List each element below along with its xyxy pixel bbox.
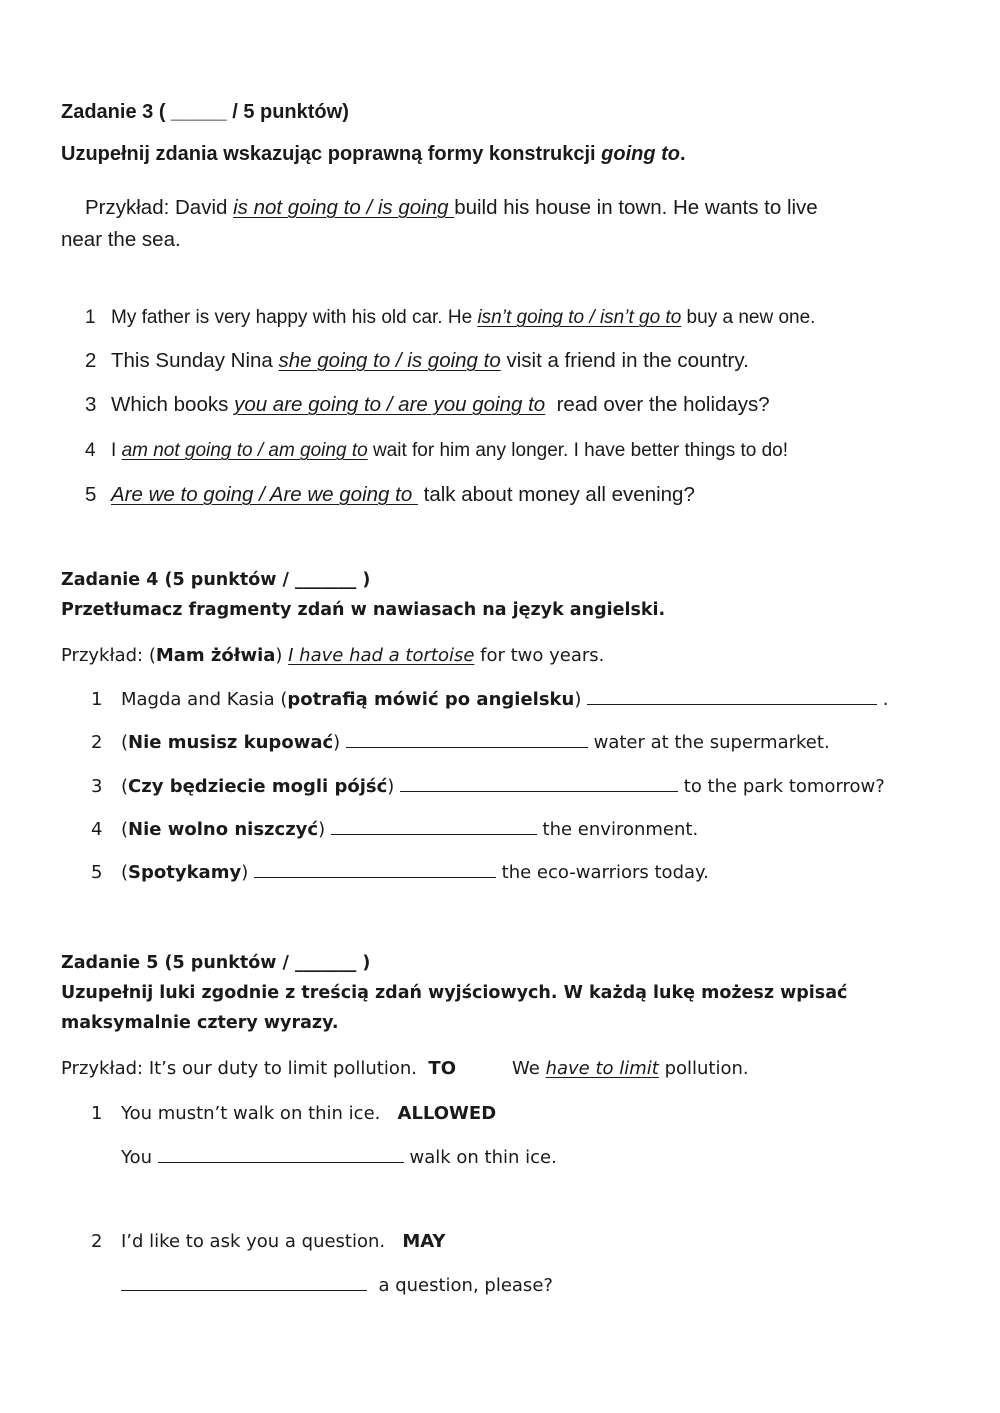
item-options[interactable]: Are we to going / Are we going to: [111, 483, 418, 506]
example-keyword: TO: [428, 1058, 457, 1079]
item-text: Which books: [111, 393, 235, 416]
task4-item: [91, 776, 885, 797]
item-bracket: ): [574, 689, 588, 710]
item-keyword: ALLOWED: [397, 1103, 497, 1124]
task5-instruction-line2: maksymalnie cztery wyrazy.: [61, 1013, 339, 1033]
item-number: 1: [91, 689, 103, 710]
task4-item: [91, 732, 830, 753]
example-polish: Mam żółwia: [155, 645, 276, 666]
task3-example-options: is not going to / is going: [233, 196, 455, 219]
example-sentence: Przykład: It’s our duty to limit pollution.: [61, 1058, 429, 1079]
item-sentence: You mustn’t walk on thin ice.: [121, 1103, 398, 1124]
item-text: Magda and Kasia (: [121, 689, 288, 710]
task3-instruction: [61, 143, 686, 166]
answer-blank[interactable]: [158, 1161, 404, 1163]
answer-blank[interactable]: [587, 703, 877, 705]
task5-item-gap: [121, 1275, 553, 1296]
item-options[interactable]: you are going to / are you going to: [234, 393, 546, 416]
answer-blank[interactable]: [331, 833, 537, 835]
item-text-end: visit a friend in the country.: [500, 349, 749, 372]
task5-item-gap: [121, 1147, 557, 1168]
item-bracket: ): [241, 862, 254, 883]
example-answer: have to limit: [545, 1058, 659, 1079]
gap-rest: walk on thin ice.: [403, 1147, 557, 1168]
task3-instruction-emphasis: going to: [601, 143, 680, 165]
item-polish: Nie musisz kupować: [128, 732, 334, 753]
item-number: 5: [85, 483, 97, 506]
item-text-end: .: [877, 689, 889, 710]
gap-lead: You: [121, 1147, 158, 1168]
task3-example: [85, 196, 818, 220]
item-text-end: talk about money all evening?: [417, 483, 695, 506]
item-polish: Nie wolno niszczyć: [128, 819, 319, 840]
example-rest: pollution.: [658, 1058, 749, 1079]
task4-item: [91, 819, 698, 840]
item-options[interactable]: am not going to / am going to: [121, 440, 368, 461]
item-polish: potrafią mówić po angielsku: [287, 689, 575, 710]
task4-item: [91, 689, 889, 710]
task3-example-lead: Przykład: David: [85, 196, 234, 219]
item-number: 2: [91, 1231, 103, 1252]
item-polish: Spotykamy: [128, 862, 242, 883]
item-bracket: ): [333, 732, 346, 753]
item-text-end: the eco-warriors today.: [495, 862, 709, 883]
task3-item: [85, 483, 695, 507]
answer-blank[interactable]: [346, 746, 588, 748]
task3-item: [85, 307, 815, 329]
task5-title: Zadanie 5 (5 punktów / _______ ): [61, 953, 371, 973]
task5-instruction-line1: Uzupełnij luki zgodnie z treścią zdań wyjściowych. W każdą lukę możesz wpisać: [61, 983, 848, 1003]
item-number: 1: [91, 1103, 103, 1124]
item-number: 4: [85, 440, 96, 461]
task4-title: Zadanie 4 (5 punktów / _______ ): [61, 570, 371, 590]
example-rest: for two years.: [474, 645, 605, 666]
item-text-end: read over the holidays?: [545, 393, 770, 416]
task3-item: [85, 440, 788, 462]
item-number: 4: [91, 819, 103, 840]
example-lead: Przykład: (: [61, 645, 156, 666]
answer-blank[interactable]: [121, 1289, 367, 1291]
example-answer: I have had a tortoise: [288, 645, 475, 666]
answer-blank[interactable]: [400, 790, 678, 792]
item-text: (: [121, 732, 129, 753]
task3-instruction-end: .: [680, 143, 686, 165]
item-text: I: [111, 440, 122, 461]
item-keyword: MAY: [402, 1231, 446, 1252]
task3-item: [85, 349, 749, 373]
example-bracket: ): [275, 645, 289, 666]
item-text: (: [121, 862, 129, 883]
item-number: 2: [91, 732, 103, 753]
item-polish: Czy będziecie mogli pójść: [128, 776, 388, 797]
task5-example: [61, 1058, 749, 1079]
task3-example-line2: near the sea.: [61, 228, 181, 251]
task5-item-sentence: [91, 1103, 496, 1124]
task3-instruction-text: Uzupełnij zdania wskazując poprawną formy konstrukcji: [61, 143, 602, 165]
item-options[interactable]: isn’t going to / isn’t go to: [477, 307, 682, 328]
item-sentence: I’d like to ask you a question.: [121, 1231, 403, 1252]
task3-example-rest: build his house in town. He wants to live: [454, 196, 818, 219]
item-bracket: ): [387, 776, 401, 797]
item-text: My father is very happy with his old car. He: [111, 307, 478, 328]
item-text-end: water at the supermarket.: [587, 732, 830, 753]
item-number: 2: [85, 349, 97, 372]
item-number: 1: [85, 307, 96, 328]
task4-example: [61, 645, 604, 666]
item-text: This Sunday Nina: [111, 349, 279, 372]
item-text-end: to the park tomorrow?: [678, 776, 885, 797]
task5-item-sentence: [91, 1231, 445, 1252]
item-text: (: [121, 776, 129, 797]
task3-title: Zadanie 3 ( _____ / 5 punktów): [61, 101, 349, 123]
gap-rest: a question, please?: [367, 1275, 553, 1296]
item-number: 5: [91, 862, 103, 883]
answer-blank[interactable]: [254, 876, 496, 878]
example-lead: We: [512, 1058, 546, 1079]
item-options[interactable]: she going to / is going to: [278, 349, 501, 372]
item-text-end: the environment.: [536, 819, 699, 840]
item-number: 3: [85, 393, 97, 416]
task4-instruction: Przetłumacz fragmenty zdań w nawiasach na język angielski.: [61, 600, 666, 620]
task4-item: [91, 862, 709, 883]
item-text-end: buy a new one.: [681, 307, 816, 328]
item-text: (: [121, 819, 129, 840]
item-number: 3: [91, 776, 103, 797]
item-text-end: wait for him any longer. I have better things to do!: [367, 440, 789, 461]
task3-item: [85, 393, 770, 417]
item-bracket: ): [318, 819, 331, 840]
